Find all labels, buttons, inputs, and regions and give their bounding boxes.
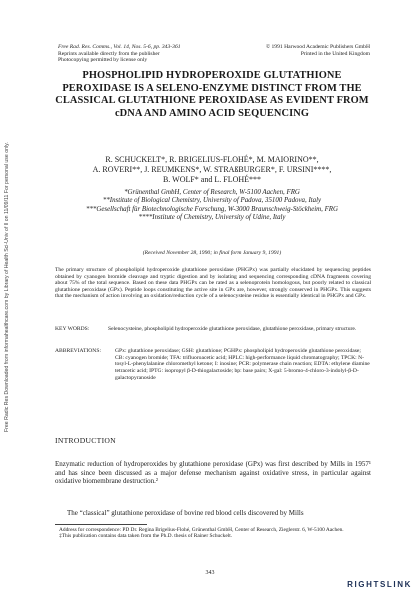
journal-citation: Free Rad. Res. Comms., Vol. 14, Nos. 5-6, pp. 343-361 <box>58 44 181 50</box>
intro-paragraph: Enzymatic reduction of hydroperoxides by glutathione peroxidase (GPx) was first described by Mills in 1957¹ and has since been discussed as a major defense mechanism against oxidative stress, in particular against oxidative biomembrane destruction.² <box>55 460 371 486</box>
affiliation: *Grünenthal GmbH, Center of Research, W-5100 Aachen, FRG <box>124 189 300 196</box>
journal-header-right <box>266 44 370 57</box>
footnotes <box>55 527 371 540</box>
received-dates: (Received November 28, 1990; in final form January 9, 1991) <box>142 250 282 256</box>
abbreviations-label: ABBREVIATIONS: <box>55 348 101 354</box>
keywords-text: Selenocysteine, phospholipid hydroperoxide glutathione peroxidase, glutathione peroxidase, primary structure. <box>108 326 357 332</box>
footnote-divider <box>55 524 147 525</box>
abstract: The primary structure of phospholipid hydroperoxide glutathione peroxidase (PHGPx) was partially elucidated by sequencing peptides obtained by cyanogen bromide cleavage and tryptic digestion and by isolating and sequencing corresponding cDNA fragments covering about 75% of the total sequence. Based on these data PHGPx can be rated as a selenoprotein homologous, but poorly related to classical glutathione peroxidase (GPx). Peptide loops constituting the active site in GPx are, however, strongly conserved in PHGPx. This suggests that the mechanism of action involving an oxidation/reduction cycle of a selenocysteine residue is essentially identical in PHGPx and GPx. <box>55 267 371 300</box>
keywords-label: KEY WORDS: <box>55 326 90 332</box>
abbreviations-block <box>55 348 371 382</box>
affiliation-list <box>50 189 374 223</box>
footnote-thesis: ‡This publication contains data taken from the Ph.D. thesis of Rainer Schuckelt. <box>59 533 233 540</box>
author-line: R. SCHUCKELT*, R. BRIGELIUS-FLOHÉ*, M. MAIORINO**, <box>105 155 319 164</box>
download-watermark: Free Radic Res Downloaded from informahealthcare.com by Library of Health Sci-Univ of Il on 11/09/11 For personal use only. <box>4 142 10 432</box>
author-list <box>50 155 374 185</box>
affiliation: ***Gesellschaft für Biotechnologische Forschung, W-3000 Braunschweig-Stöckheim, FRG <box>86 205 338 213</box>
journal-header-left <box>58 44 181 64</box>
affiliation: ****Institute of Chemistry, University of Udine, Italy <box>138 214 286 222</box>
keywords-block <box>55 326 371 333</box>
photocopy-note: Photocopying permitted by license only <box>58 57 148 64</box>
affiliation: **Institute of Biological Chemistry, University of Padova, 35100 Padova, Italy <box>102 197 322 205</box>
paper-title: PHOSPHOLIPID HYDROPEROXIDE GLUTATHIONE PEROXIDASE IS A SELENO-ENZYME DISTINCT FROM THE CLASSICAL GLUTATHIONE PEROXIDASE AS EVIDENT FROM cDNA AND AMINO ACID SEQUENCING <box>55 70 369 119</box>
rightslink-logo[interactable]: RIGHTSLINK <box>347 580 412 589</box>
author-line: A. ROVERI**, J. REUMKENS*, W. STRAßBURGER*, F. URSINI****, <box>92 165 332 174</box>
intro-paragraph: The “classical” glutathione peroxidase of bovine red blood cells discovered by Mills <box>67 509 304 517</box>
printed-notice: Printed in the United Kingdom <box>300 50 370 57</box>
author-line: B. WOLF* and L. FLOHÉ*** <box>162 175 262 184</box>
abbreviations-text: GPx: glutathione peroxidase; GSH: glutathione; PGHPx: phospholipid hydroperoxide glutathione peroxidase; CB: cyanogen bromide; TFA: trifluoroacetic acid; HPLC: high-performance liquid chromatography; TPCK: N-tosyl-L-phenylalanine chloromethyl ketone; I: inosine; PCR: polymerase chain reaction; EDTA: ethylene diamine tetracetic acid; IPTG: isopropyl β-D-thiogalactoside; bp: base pairs; X-gal: 5-bromo-4-chloro-3-indolyl-β-D-galactopyranoside <box>115 348 370 381</box>
footnote-correspondence: Address for correspondence: PD Dr. Regina Brigelius-Flohé, Grünenthal GmbH, Center of Research, Zieglerstr. 6, W-5100 Aachen. <box>59 527 344 533</box>
page-number: 343 <box>205 570 215 576</box>
section-heading-introduction: INTRODUCTION <box>55 436 116 445</box>
copyright-notice: © 1991 Harwood Academic Publishers GmbH <box>265 44 370 50</box>
reprints-note: Reprints available directly from the publisher <box>58 50 160 57</box>
